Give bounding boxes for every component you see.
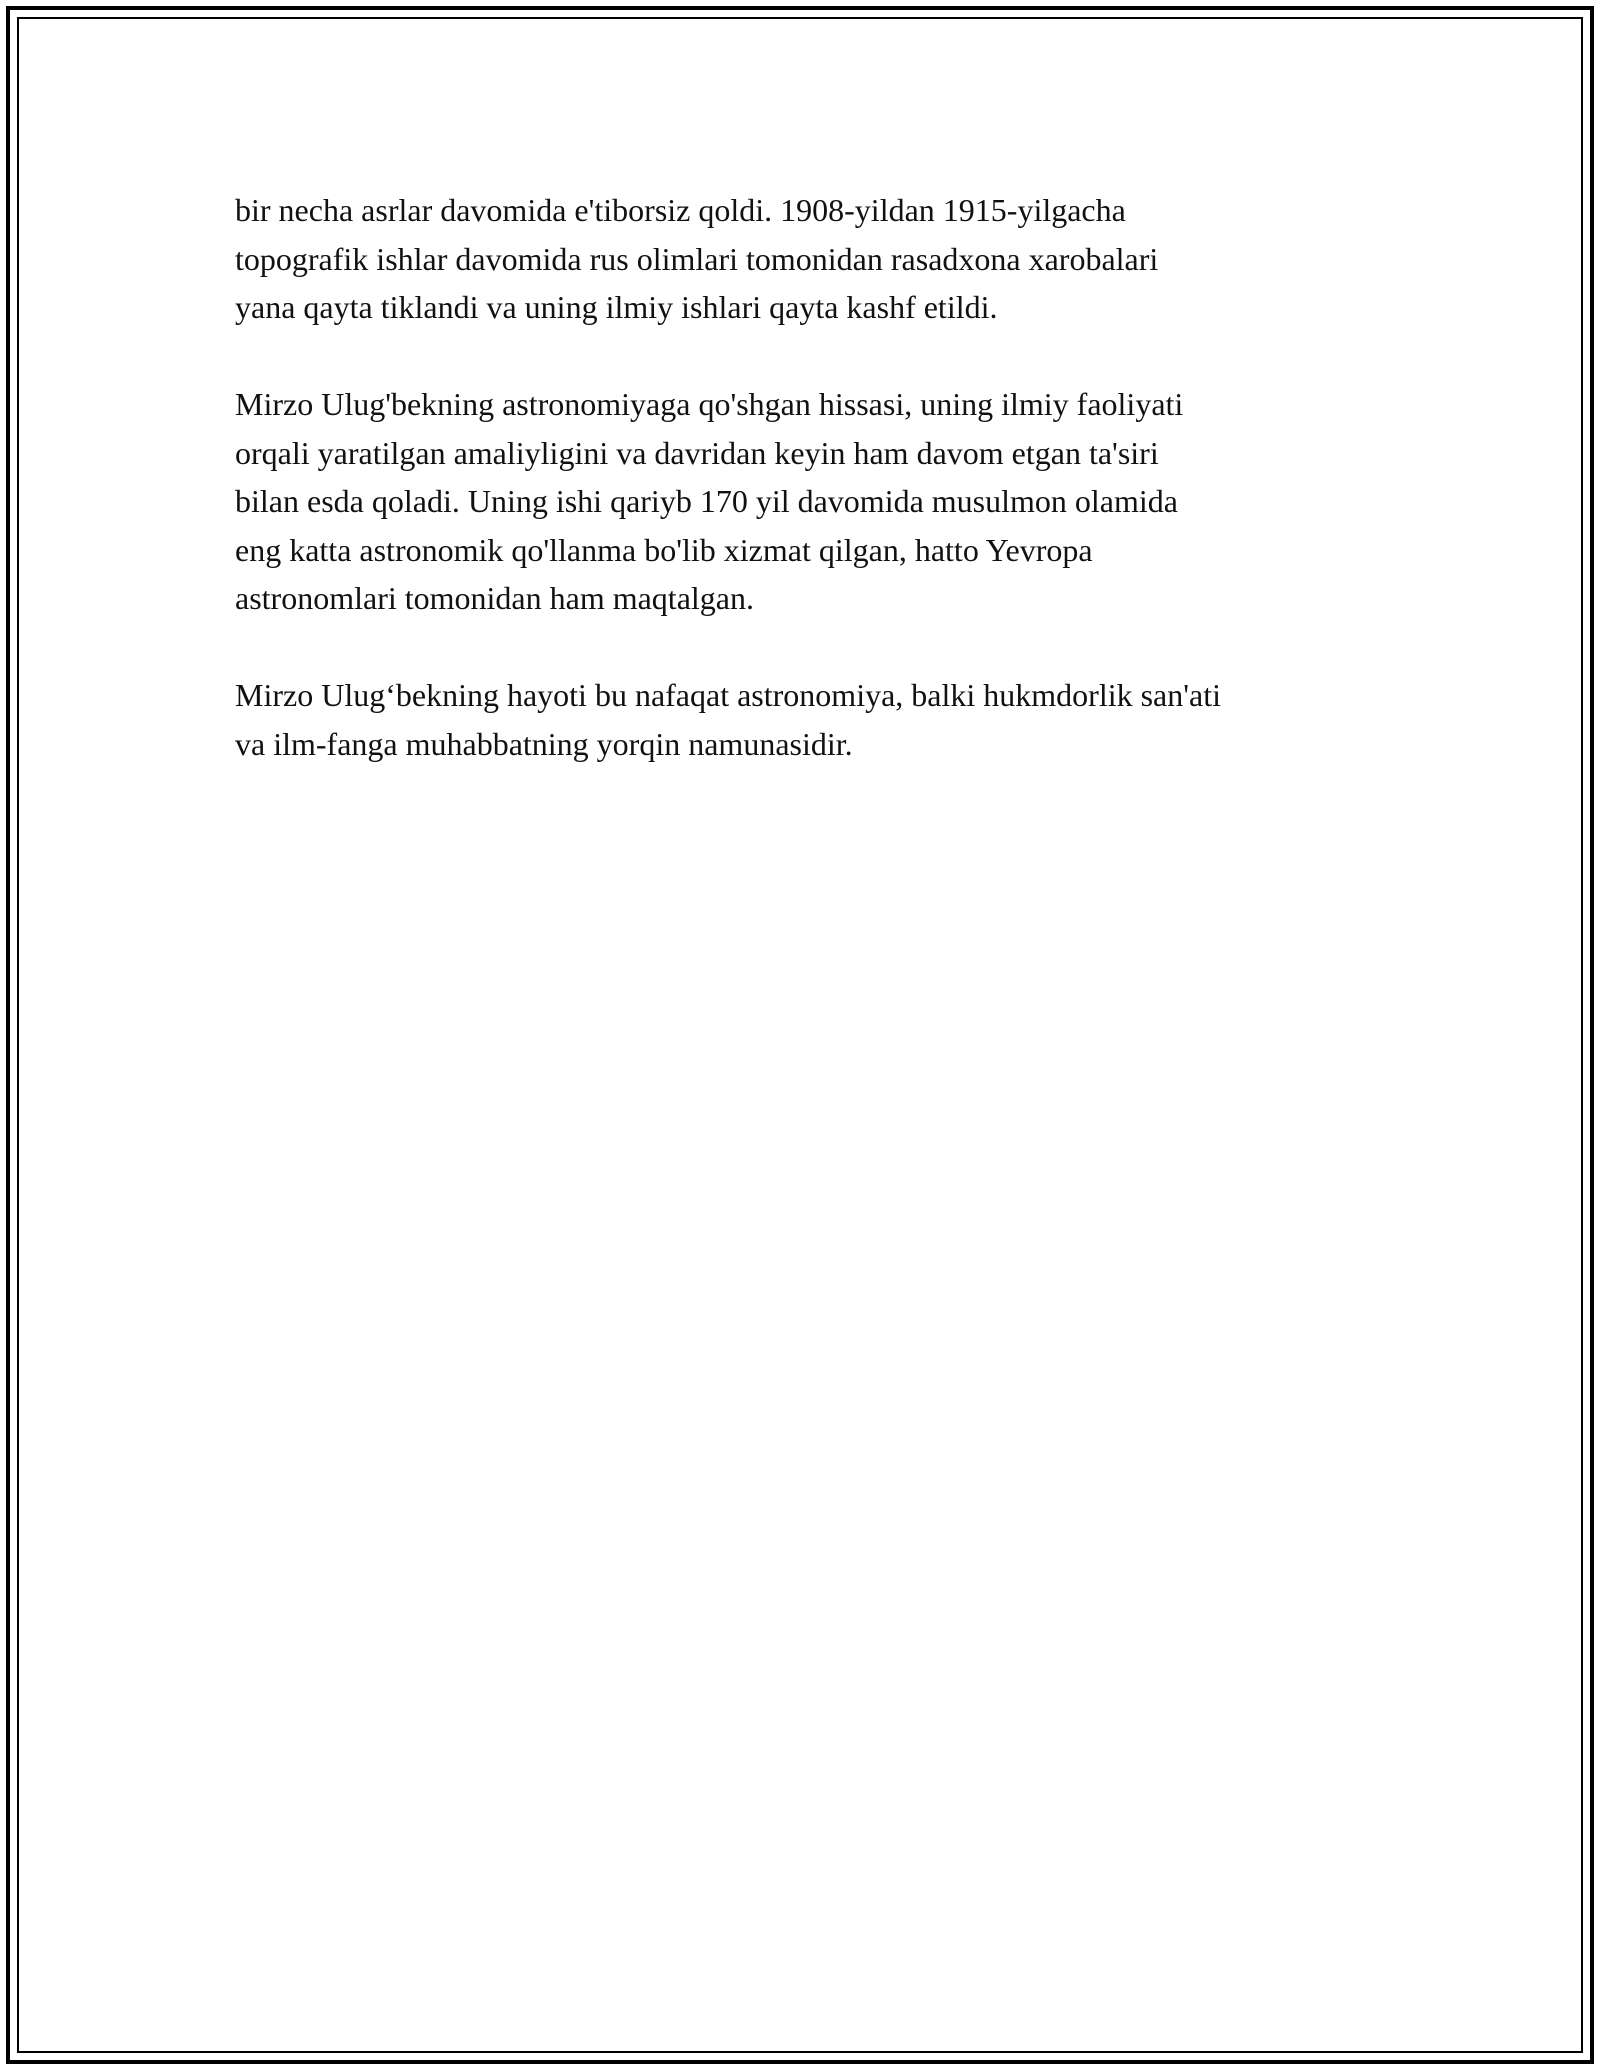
paragraph-contribution bbox=[235, 380, 1395, 623]
paragraph-conclusion bbox=[235, 671, 1395, 768]
text-line: Mirzo Ulug'bekning astronomiyaga qo'shgan hissasi, uning ilmiy faoliyati bbox=[235, 386, 1184, 422]
text-line: orqali yaratilgan amaliyligini va davridan keyin ham davom etgan ta'siri bbox=[235, 434, 1159, 471]
text-line: va ilm-fanga muhabbatning yorqin namunasidir. bbox=[235, 725, 853, 762]
text-line: yana qayta tiklandi va uning ilmiy ishlari qayta kashf etildi. bbox=[235, 289, 998, 325]
text-line: bilan esda qoladi. Uning ishi qariyb 170 yil davomida musulmon olamida bbox=[235, 483, 1178, 519]
text-line: Mirzo Ulug‘bekning hayoti bu nafaqat astronomiya, balki hukmdorlik san'ati bbox=[235, 677, 1221, 713]
text-line: astronomlari tomonidan ham maqtalgan. bbox=[235, 580, 754, 616]
paragraph-observatory-rediscovery bbox=[235, 186, 1395, 332]
document-body bbox=[235, 186, 1395, 817]
text-line: topografik ishlar davomida rus olimlari tomonidan rasadxona xarobalari bbox=[235, 240, 1159, 277]
text-line: bir necha asrlar davomida e'tiborsiz qoldi. 1908-yildan 1915-yilgacha bbox=[235, 192, 1126, 228]
text-line: eng katta astronomik qo'llanma bo'lib xizmat qilgan, hatto Yevropa bbox=[235, 531, 1093, 568]
